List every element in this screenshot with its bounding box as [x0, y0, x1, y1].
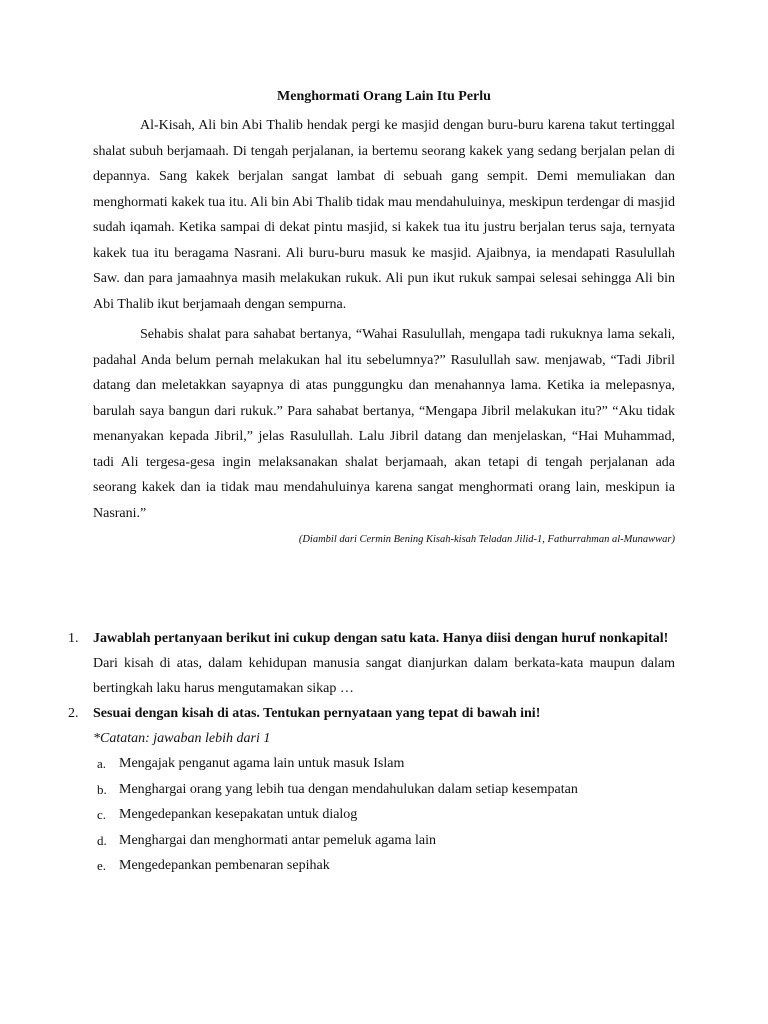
question-2 — [68, 701, 675, 879]
question-number: 1. — [68, 631, 79, 646]
option-letter: a. — [97, 756, 107, 771]
option-letter: b. — [97, 781, 107, 797]
question-text: Dari kisah di atas, dalam kehidupan manusia sangat dianjurkan dalam berkata-kata maupun dalam bertingkah laku harus mengutamakan sikap … — [93, 656, 675, 696]
question-1 — [68, 626, 675, 701]
story-paragraph-2: Sehabis shalat para sahabat bertanya, “Wahai Rasulullah, mengapa tadi rukuknya lama sekali, padahal Anda belum pernah melakukan hal itu sebelumnya?” Rasulullah saw. menjawab, “Tadi Jibril datang dan meletakkan sayapnya di atas punggungku dan menahannya lama. Ketika ia melepasnya, barulah saya bangun dari rukuk.” Para sahabat bertanya, “Mengapa Jibril melakukan itu?” “Aku tidak menanyakan kepada Jibril,” jelas Rasulullah. Lalu Jibril datang dan menjelaskan, “Hai Muhammad, tadi Ali tergesa-gesa ingin melaksanakan shalat berjamaah, akan tetapi di tengah perjalanan ada seorang kakek dan ia tidak mau mendahuluinya karena sangat menghormati orang lain, meskipun ia Nasrani.” — [93, 327, 675, 521]
answer-options — [93, 751, 675, 879]
story-paragraph-1: Al-Kisah, Ali bin Abi Thalib hendak pergi ke masjid dengan buru-buru karena takut tertinggal shalat subuh berjamaah. Di tengah perjalanan, ia bertemu seorang kakek yang sedang berjalan pelan di depannya. Sang kakek berjalan sangat lambat di sebuah gang sempit. Demi memuliakan dan menghormati kakek tua itu. Ali bin Abi Thalib tidak mau mendahuluinya, meskipun terdengar di masjid sudah iqamah. Ketika sampai di dekat pintu masjid, si kakek tua itu justru berjalan terus saja, ternyata kakek tua itu beragama Nasrani. Ali buru-buru masuk ke masjid. Ajaibnya, ia mendapati Rasulullah Saw. dan para jamaahnya masih melakukan rukuk. Ali pun ikut rukuk sampai selesai sehingga Ali bin Abi Thalib ikut berjamaah dengan sempurna. — [93, 118, 675, 312]
option-letter: d. — [97, 832, 107, 848]
option-c — [93, 802, 675, 828]
option-b — [93, 777, 675, 803]
option-letter: e. — [97, 858, 107, 873]
option-text: Menghargai orang yang lebih tua dengan mendahulukan dalam setiap kesempatan — [119, 781, 578, 797]
story-section — [93, 85, 675, 549]
option-text: Mengedepankan kesepakatan untuk dialog — [119, 807, 358, 822]
option-d — [93, 828, 675, 854]
story-title: Menghormati Orang Lain Itu Perlu — [277, 89, 491, 104]
question-instruction: Jawablah pertanyaan berikut ini cukup dengan satu kata. Hanya diisi dengan huruf nonkapital! — [93, 631, 669, 646]
option-e — [93, 853, 675, 879]
option-text: Menghargai dan menghormati antar pemeluk agama lain — [119, 832, 436, 848]
option-a — [93, 751, 675, 777]
option-letter: c. — [97, 807, 107, 822]
story-source: (Diambil dari Cermin Bening Kisah-kisah Teladan Jilid-1, Fathurrahman al-Munawwar) — [298, 534, 675, 545]
option-text: Mengedepankan pembenaran sepihak — [119, 858, 330, 873]
question-number: 2. — [68, 706, 79, 721]
question-note: *Catatan: jawaban lebih dari 1 — [93, 731, 271, 746]
question-instruction: Sesuai dengan kisah di atas. Tentukan pernyataan yang tepat di bawah ini! — [93, 706, 541, 721]
question-list — [68, 626, 675, 879]
option-text: Mengajak penganut agama lain untuk masuk Islam — [119, 756, 405, 771]
